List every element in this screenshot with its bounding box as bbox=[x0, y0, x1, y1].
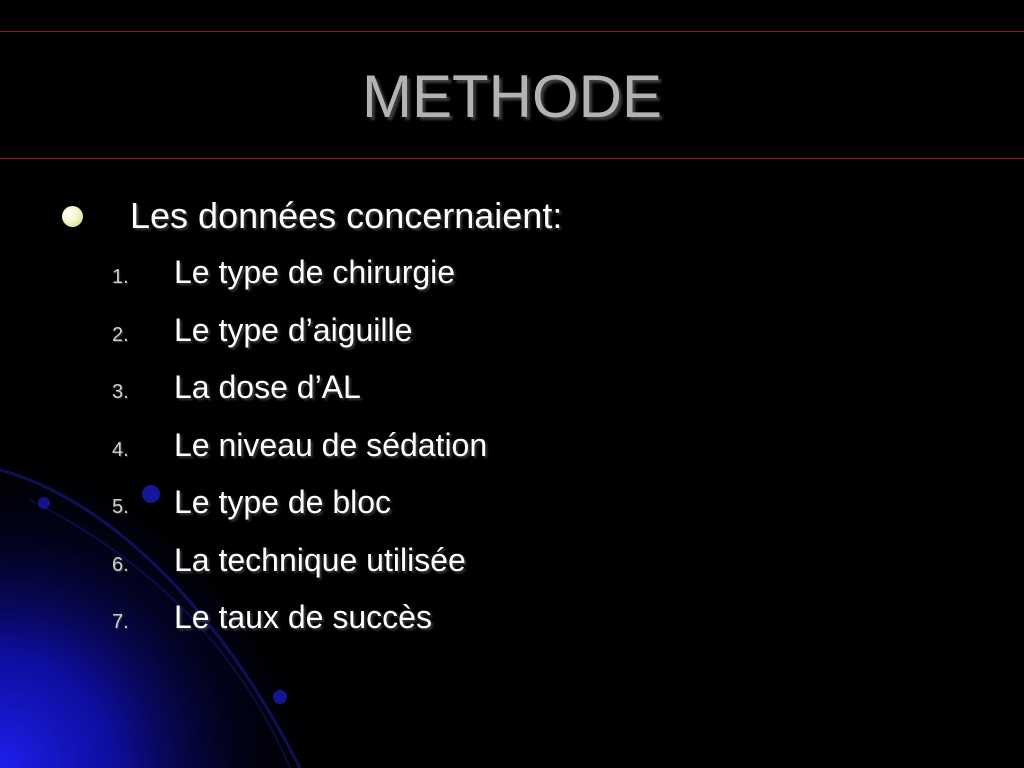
list-item-number: 6. bbox=[112, 553, 129, 576]
list-item bbox=[112, 427, 487, 485]
list-item-number: 5. bbox=[112, 496, 129, 518]
list-item bbox=[112, 312, 487, 370]
list-item bbox=[112, 599, 487, 657]
list-item-number: 7. bbox=[112, 611, 129, 633]
decor-dot bbox=[273, 690, 287, 704]
bullet-text: Les données concernaient: bbox=[130, 195, 563, 236]
list-item-text: La dose d’AL bbox=[174, 369, 361, 405]
decor-dot bbox=[38, 497, 50, 509]
list-item bbox=[112, 254, 487, 312]
list-item-text: Le type d’aiguille bbox=[174, 311, 413, 348]
list-item bbox=[112, 369, 487, 427]
list-item-number: 2. bbox=[112, 323, 129, 346]
top-divider-line bbox=[0, 31, 1024, 32]
list-item-text: Le niveau de sédation bbox=[174, 426, 488, 463]
numbered-list bbox=[112, 254, 487, 657]
list-item bbox=[112, 542, 487, 600]
bottom-divider-line bbox=[0, 158, 1024, 159]
list-item-number: 3. bbox=[112, 381, 129, 403]
list-item-text: Le type de bloc bbox=[174, 484, 392, 520]
list-item bbox=[112, 484, 487, 542]
list-item-text: La technique utilisée bbox=[174, 541, 466, 578]
list-item-text: Le taux de succès bbox=[174, 599, 432, 635]
slide-title: METHODE bbox=[362, 63, 662, 130]
list-item-number: 1. bbox=[112, 266, 129, 288]
bullet-dot-icon bbox=[62, 206, 83, 227]
list-item-number: 4. bbox=[112, 438, 129, 461]
bullet-item bbox=[62, 190, 562, 242]
list-item-text: Le type de chirurgie bbox=[174, 254, 456, 290]
